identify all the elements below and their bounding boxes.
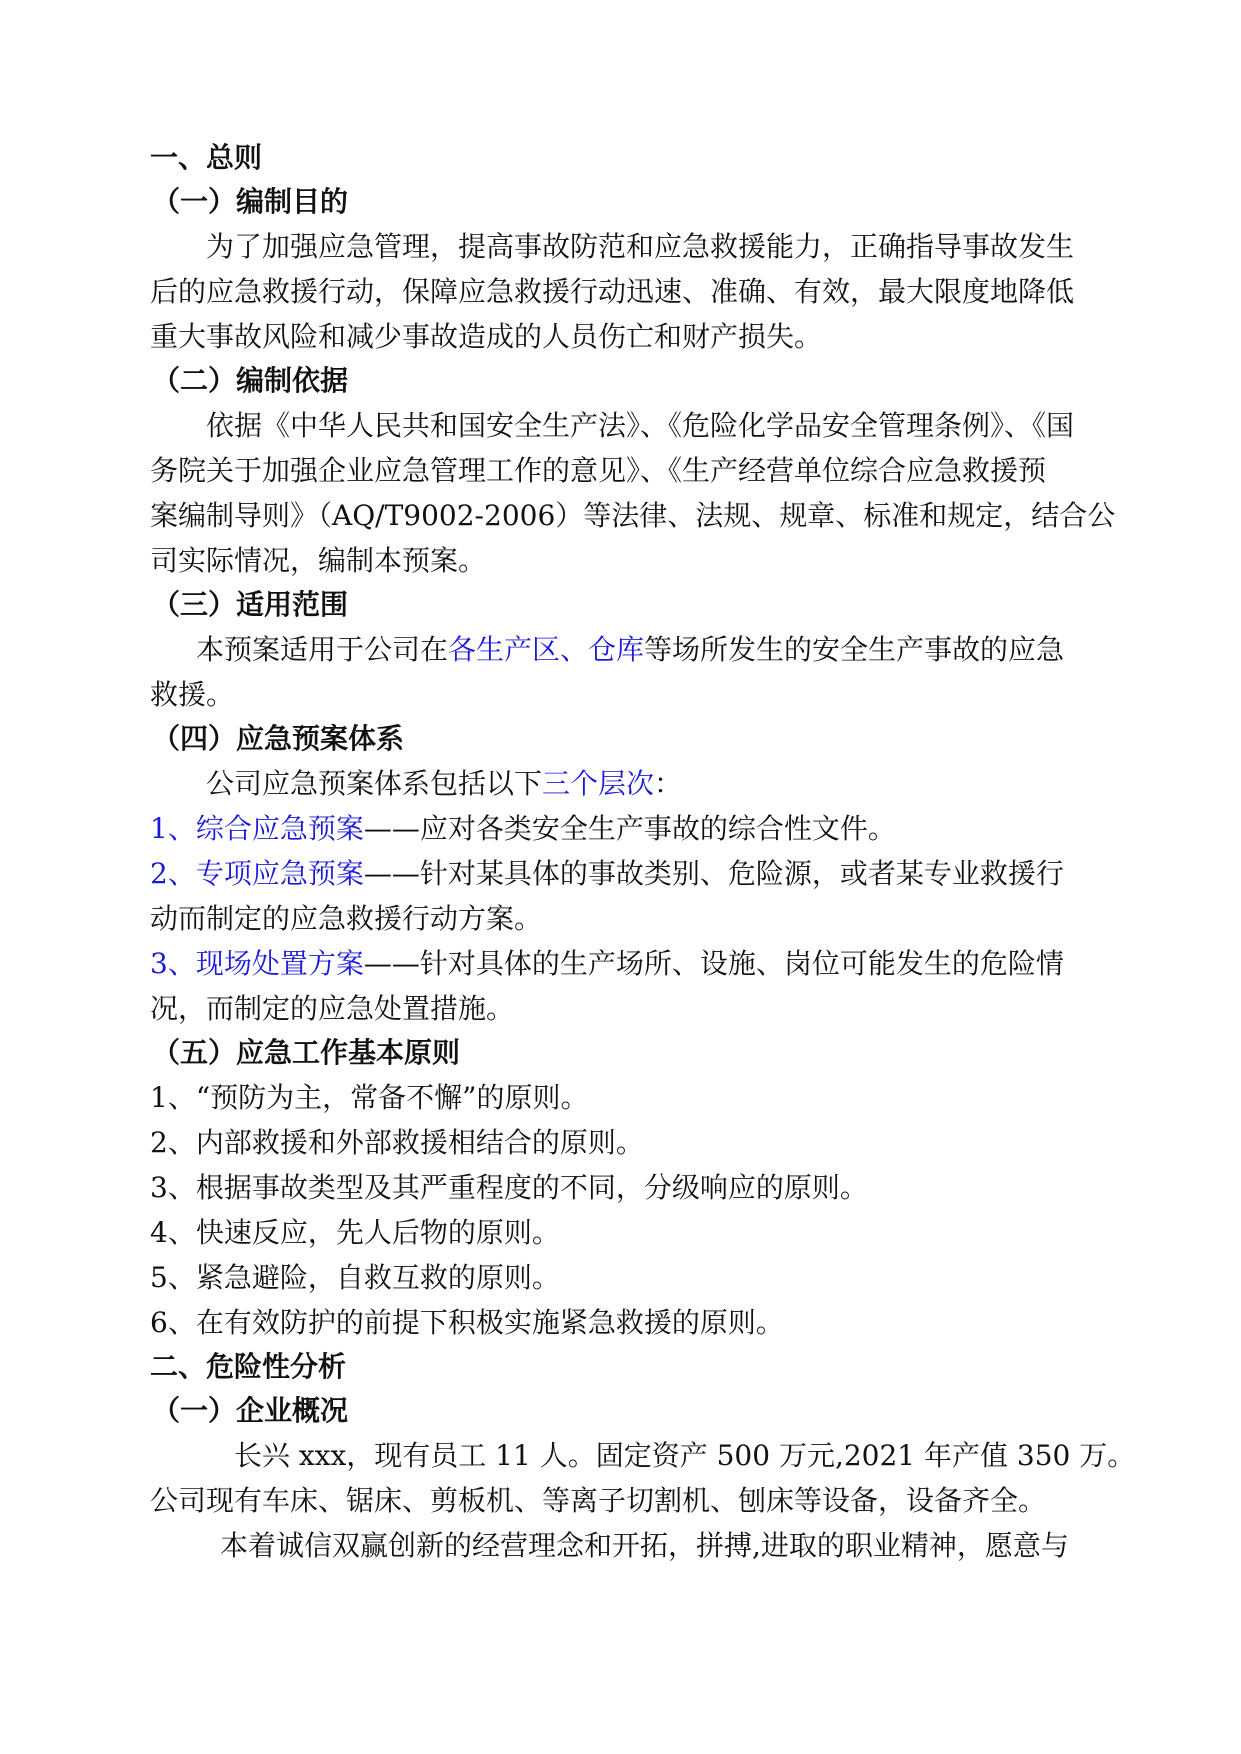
list-item [150, 851, 1090, 896]
paragraph-line: 为了加强应急管理，提高事故防范和应急救援能力，正确指导事故发生 [206, 230, 1075, 263]
section-1-3-heading: （三）适用范围 [152, 588, 349, 621]
intro-text: 公司应急预案体系包括以下 [206, 767, 543, 800]
paragraph-line: 案编制导则》（AQ/T9002-2006）等法律、法规、规章、标准和规定，结合公 [150, 499, 1116, 532]
scope-text: 等场所发生的安全生产事故的应急 [644, 633, 1065, 666]
section-1-4-heading: （四）应急预案体系 [152, 722, 405, 755]
paragraph-line: 后的应急救援行动，保障应急救援行动迅速、准确、有效，最大限度地降低 [150, 275, 1075, 308]
paragraph-line: 司实际情况，编制本预案。 [150, 544, 487, 577]
intro-highlight: 三个层次 [542, 767, 655, 800]
item-label: 2、专项应急预案 [150, 857, 364, 890]
section-2-1-heading: （一）企业概况 [152, 1394, 349, 1427]
section-1-1-heading: （一）编制目的 [152, 185, 349, 218]
system-intro-line [150, 761, 1090, 806]
principle-item: 4、快速反应，先人后物的原则。 [150, 1216, 560, 1249]
list-item [150, 806, 1090, 851]
paragraph-line: 长兴 xxx，现有员工 11 人。固定资产 500 万元,2021 年产值 350 万。 [234, 1439, 1136, 1472]
intro-text: ： [654, 767, 683, 800]
principle-item: 3、根据事故类型及其严重程度的不同，分级响应的原则。 [150, 1171, 868, 1204]
principle-item: 1、“预防为主，常备不懈”的原则。 [150, 1081, 589, 1114]
paragraph-line: 依据《中华人民共和国安全生产法》、《危险化学品安全管理条例》、《国 [206, 409, 1075, 442]
item-text: ——应对各类安全生产事故的综合性文件。 [363, 812, 896, 845]
paragraph-line: 本着诚信双赢创新的经营理念和开拓，拼搏,进取的职业精神，愿意与 [220, 1529, 1069, 1562]
paragraph-line: 公司现有车床、锯床、剪板机、等离子切割机、刨床等设备，设备齐全。 [150, 1484, 1047, 1517]
list-item [150, 941, 1090, 986]
section-1-2-heading: （二）编制依据 [152, 364, 349, 397]
paragraph-line: 救援。 [150, 678, 235, 711]
section-1-5-heading: （五）应急工作基本原则 [152, 1036, 461, 1069]
principle-item: 6、在有效防护的前提下积极实施紧急救援的原则。 [150, 1306, 784, 1339]
item-text: ——针对某具体的事故类别、危险源，或者某专业救援行 [363, 857, 1064, 890]
item-text: ——针对具体的生产场所、设施、岗位可能发生的危险情 [363, 947, 1064, 980]
scope-line [150, 627, 1090, 672]
paragraph-line: 况，而制定的应急处置措施。 [150, 992, 515, 1025]
scope-highlight: 各生产区、仓库 [448, 633, 645, 666]
scope-text: 本预案适用于公司在 [196, 633, 449, 666]
item-label: 3、现场处置方案 [150, 947, 364, 980]
principle-item: 2、内部救援和外部救援相结合的原则。 [150, 1126, 644, 1159]
item-label: 1、综合应急预案 [150, 812, 364, 845]
section-1-heading: 一、总则 [150, 141, 263, 174]
paragraph-line: 动而制定的应急救援行动方案。 [150, 902, 543, 935]
paragraph-line: 务院关于加强企业应急管理工作的意见》、《生产经营单位综合应急救援预 [150, 454, 1047, 487]
document-page [150, 136, 1136, 1568]
principle-item: 5、紧急避险，自救互救的原则。 [150, 1261, 560, 1294]
section-2-heading: 二、危险性分析 [150, 1350, 347, 1383]
paragraph-line: 重大事故风险和减少事故造成的人员伤亡和财产损失。 [150, 320, 823, 353]
